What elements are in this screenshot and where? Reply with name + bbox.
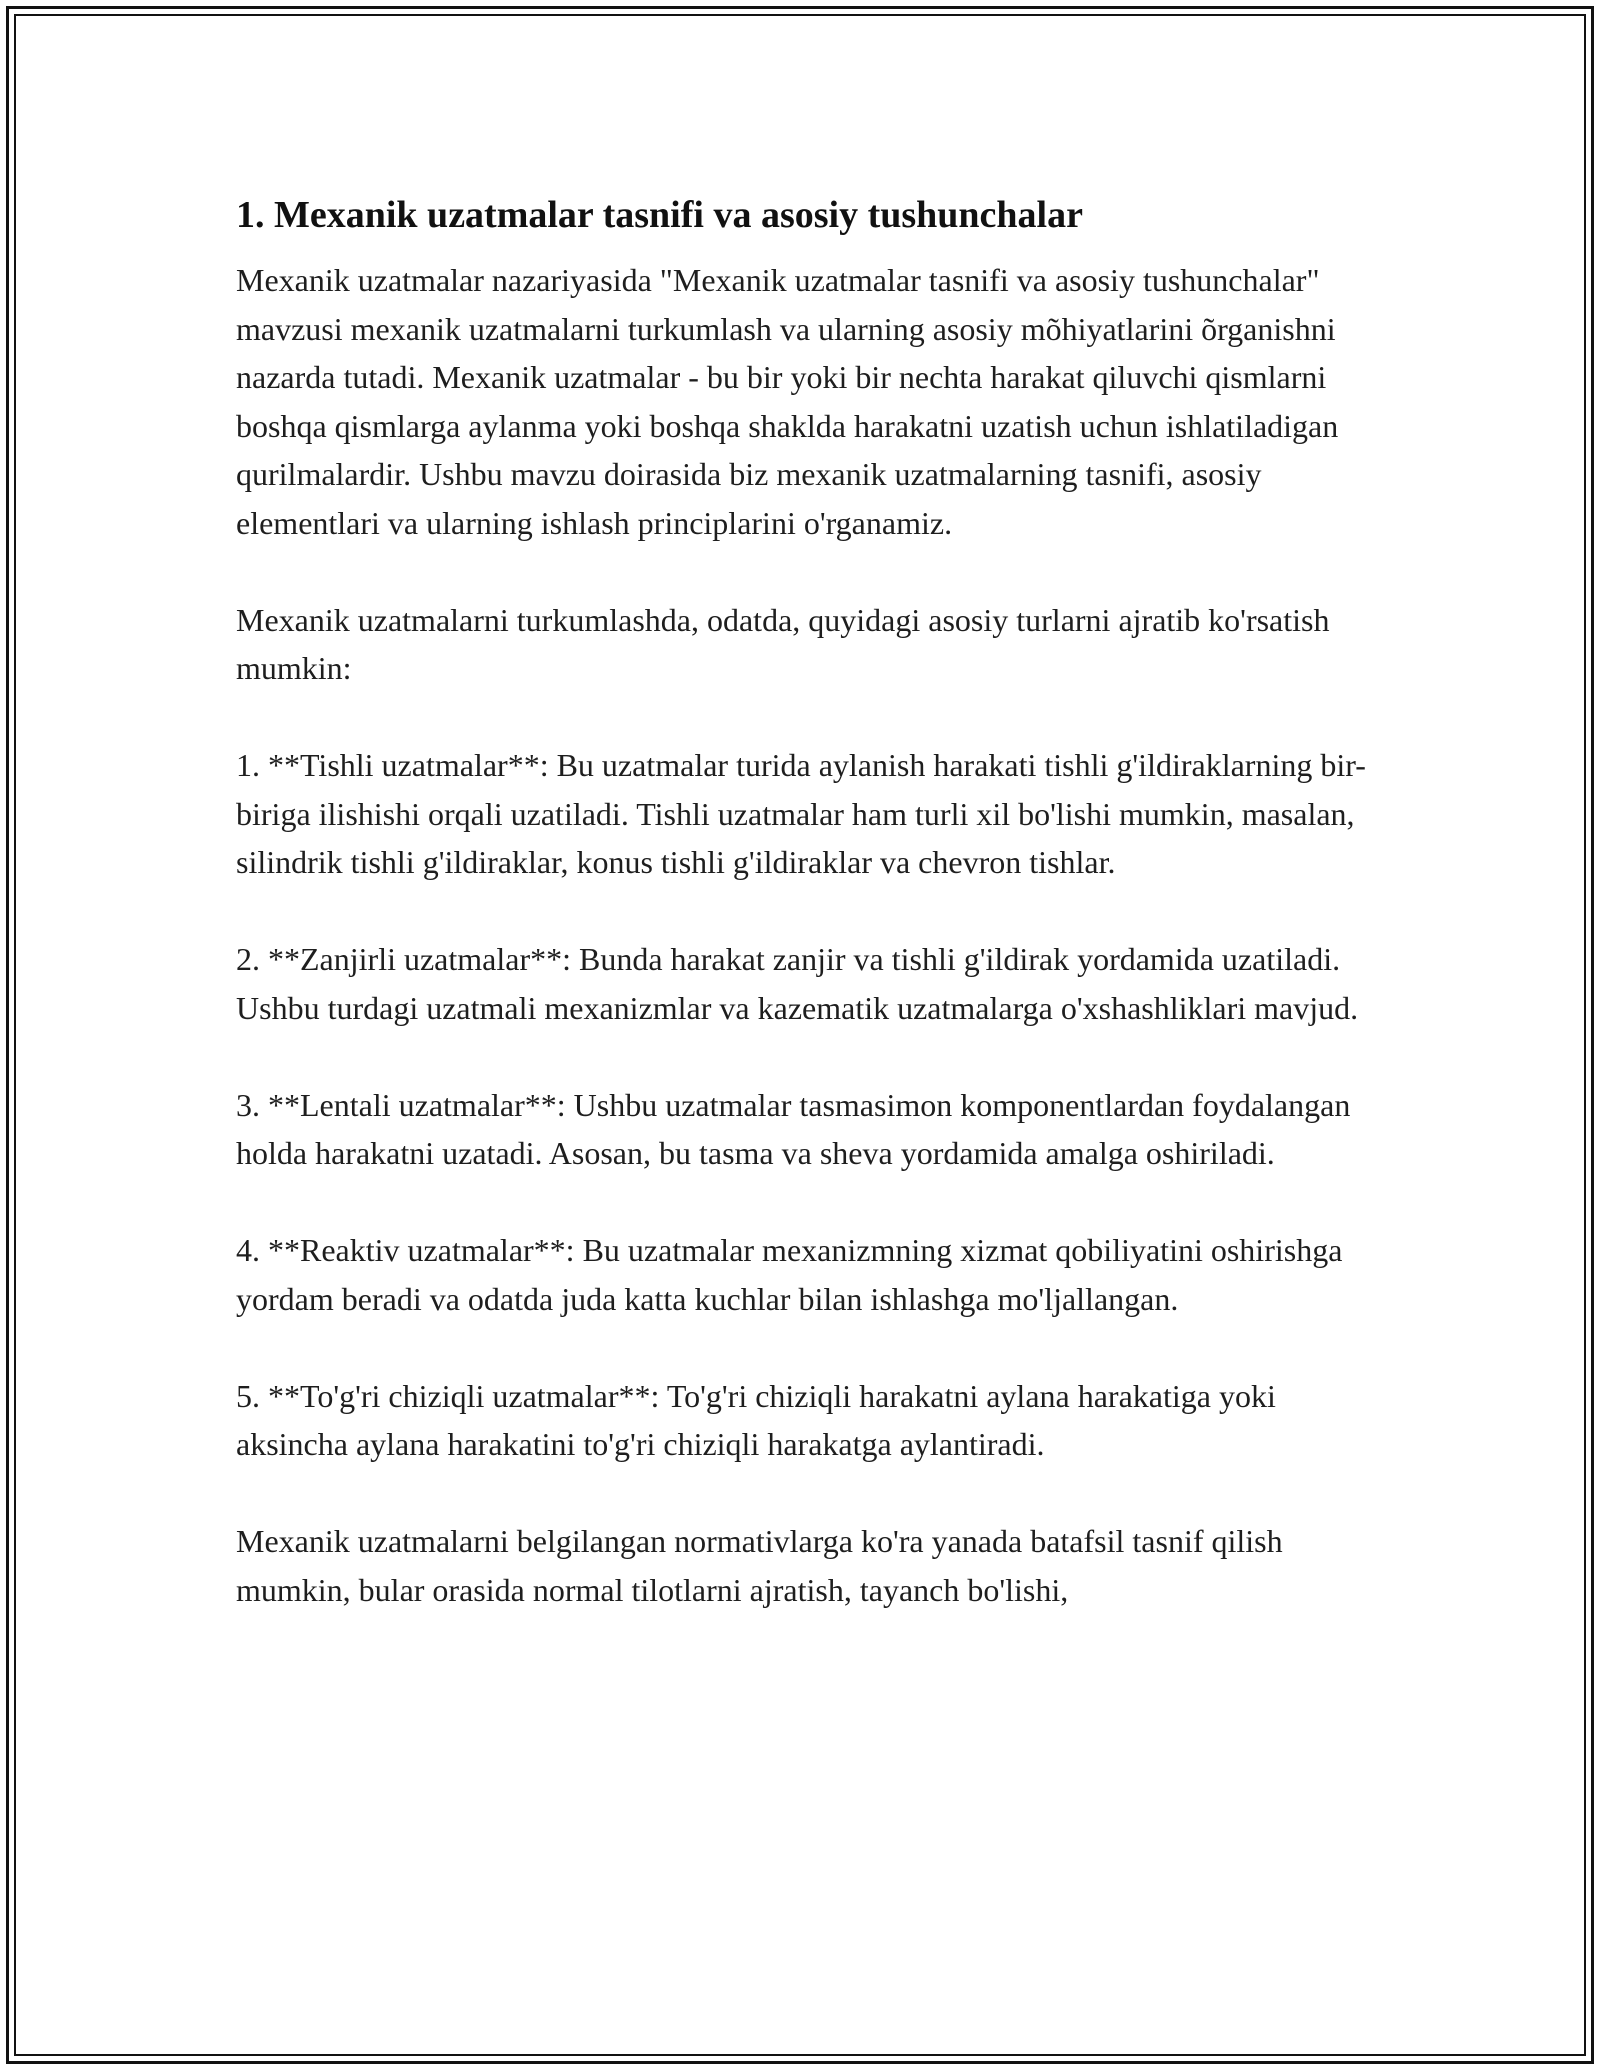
list-item-tishli: 1. **Tishli uzatmalar**: Bu uzatmalar turida aylanish harakati tishli g'ildiraklarning bir-biriga ilishishi orqali uzatiladi. Tishli uzatmalar ham turli xil bo'lishi mumkin, masalan, silindrik tishli g'ildiraklar, konus tishli g'ildiraklar va chevron tishlar. (236, 747, 1366, 880)
list-item-reaktiv: 4. **Reaktiv uzatmalar**: Bu uzatmalar mexanizmning xizmat qobiliyatini oshirishga yordam beradi va odatda juda katta kuchlar bilan ishlashga mo'ljallangan. (236, 1232, 1343, 1317)
section-heading: 1. Mexanik uzatmalar tasnifi va asosiy tushunchalar (236, 194, 1083, 236)
closing-paragraph: Mexanik uzatmalarni belgilangan normativlarga ko'ra yanada batafsil tasnif qilish mumkin, bular orasida normal tilotlarni ajratish, tayanch bo'lishi, (236, 1523, 1283, 1608)
types-intro-paragraph: Mexanik uzatmalarni turkumlashda, odatda, quyidagi asosiy turlarni ajratib ko'rsatish mumkin: (236, 601, 1330, 686)
list-item-togri-chiziqli: 5. **To'g'ri chiziqli uzatmalar**: To'g'ri chiziqli harakatni aylana harakatiga yoki aksincha aylana harakatini to'g'ri chiziqli harakatga aylantiradi. (236, 1377, 1276, 1462)
list-item-lentali: 3. **Lentali uzatmalar**: Ushbu uzatmalar tasmasimon komponentlardan foydalangan holda harakatni uzatadi. Asosan, bu tasma va sheva yordamida amalga oshiriladi. (236, 1086, 1351, 1171)
intro-paragraph: Mexanik uzatmalar nazariyasida "Mexanik uzatmalar tasnifi va asosiy tushunchalar" mavzusi mexanik uzatmalarni turkumlash va ularning asosiy mõhiyatlarini õrganishni nazarda tutadi. Mexanik uzatmalar - bu bir yoki bir nechta harakat qiluvchi qismlarni boshqa qismlarga aylanma yoki boshqa shaklda harakatni uzatish uchun ishlatiladigan qurilmalardir. Ushbu mavzu doirasida biz mexanik uzatmalarning tasnifi, asosiy elementlari va ularning ishlash principlarini o'rganamiz. (236, 262, 1339, 541)
list-item-zanjirli: 2. **Zanjirli uzatmalar**: Bunda harakat zanjir va tishli g'ildirak yordamida uzatiladi. Ushbu turdagi uzatmali mexanizmlar va kazematik uzatmalarga o'xshashliklari mavjud. (236, 941, 1359, 1026)
document-body (236, 190, 1366, 1663)
